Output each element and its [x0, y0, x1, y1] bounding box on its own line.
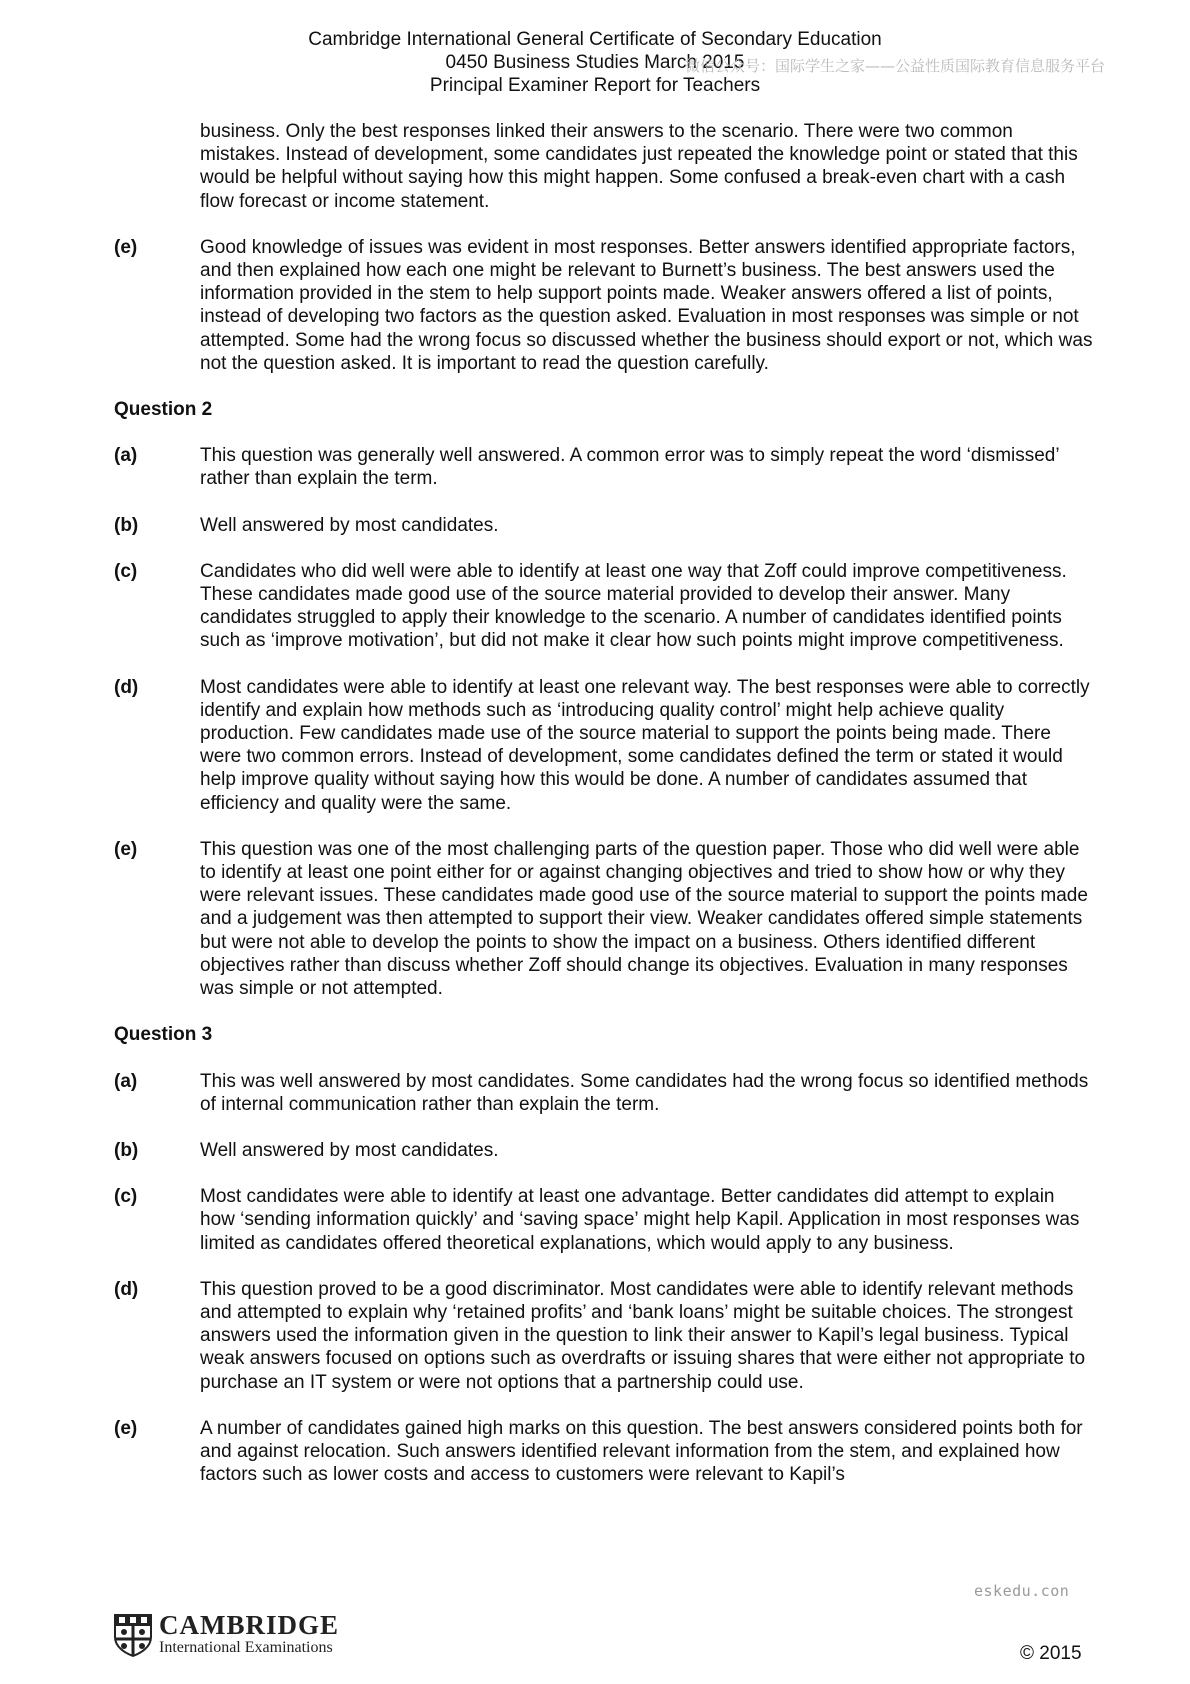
part-text: Candidates who did well were able to identify at least one way that Zoff could improve competitiveness. These candidates made good use of the source material provided to develop their answer. Many candidates struggled to apply their knowledge to the scenario. A number of candidates identified points such as ‘improve motivation’, but did not make it clear how such points might improve competitiveness. [200, 560, 1067, 652]
question-2-heading: Question 2 [114, 399, 213, 421]
q3-part-a [114, 1070, 1094, 1116]
part-label: (a) [114, 445, 138, 467]
watermark: 微信公众号：国际学生之家——公益性质国际教育信息服务平台 [685, 57, 1106, 75]
report-body [114, 120, 1094, 1509]
eskedu-watermark: eskedu.con [974, 1582, 1070, 1600]
q2-part-c [114, 560, 1094, 653]
part-text: Well answered by most candidates. [200, 1139, 499, 1161]
q3-part-b [114, 1139, 1094, 1162]
part-label: (a) [114, 1070, 138, 1092]
part-label: (c) [114, 560, 138, 582]
q2-part-e [114, 838, 1094, 1000]
header-line-1: Cambridge International General Certificate of Secondary Education [308, 29, 882, 50]
part-label: (b) [114, 1139, 139, 1161]
cambridge-shield-icon [113, 1613, 153, 1657]
part-label: (e) [114, 236, 138, 258]
part-label: (c) [114, 1186, 138, 1208]
cambridge-logo [113, 1612, 339, 1657]
q3-part-d [114, 1278, 1094, 1394]
q2-part-d [114, 676, 1094, 815]
header-line-3: Principal Examiner Report for Teachers [429, 75, 761, 96]
header-line-2: 0450 Business Studies March 2015 [445, 52, 745, 73]
part-text: Good knowledge of issues was evident in most responses. Better answers identified appropriate factors, and then explained how each one might be relevant to Burnett’s business. The best answers used the information provided in the stem to help support points made. Weaker answers offered a list of points, instead of developing two factors as the question asked. Evaluation in most responses was simple or not attempted. Some had the wrong focus so discussed whether the business should export or not, which was not the question asked. It is important to read the question carefully. [200, 236, 1093, 374]
part-text: This question proved to be a good discriminator. Most candidates were able to identify relevant methods and attempted to explain why ‘retained profits’ and ‘bank loans’ might be suitable choices. The strongest answers used the information given in the question to link their answer to Kapil’s legal business. Typical weak answers focused on options such as overdrafts or issuing shares that were either not appropriate to purchase an IT system or were not options that a partnership could use. [200, 1278, 1086, 1393]
part-text: Well answered by most candidates. [200, 514, 499, 536]
copyright: © 2015 [1020, 1643, 1082, 1664]
logo-wordmark: CAMBRIDGE [159, 1610, 340, 1640]
part-text: Most candidates were able to identify at least one relevant way. The best responses were able to correctly identify and explain how methods such as ‘introducing quality control’ might help achieve quality production. Few candidates made use of the source material to support the points being made. There were two common errors. Instead of development, some candidates defined the term or stated it would help improve quality without saying how this would be done. A number of candidates assumed that efficiency and quality were the same. [200, 676, 1090, 814]
part-label: (d) [114, 1278, 139, 1300]
part-text: This question was generally well answered. A common error was to simply repeat the word ‘dismissed’ rather than explain the term. [200, 445, 1059, 490]
q2-part-b [114, 514, 1094, 537]
q2-part-a [114, 444, 1094, 490]
part-label: (e) [114, 838, 138, 860]
part-text: A number of candidates gained high marks on this question. The best answers considered points both for and against relocation. Such answers identified relevant information from the stem, and explained how factors such as lower costs and access to customers were relevant to Kapil’s [200, 1417, 1083, 1486]
continuation-paragraph: business. Only the best responses linked their answers to the scenario. There were two common mistakes. Instead of development, some candidates just repeated the knowledge point or stated that this would be helpful without saying how this might happen. Some confused a break-even chart with a cash flow forecast or income statement. [200, 121, 1078, 212]
question-3-heading: Question 3 [114, 1024, 213, 1046]
logo-subtitle: International Examinations [159, 1639, 333, 1656]
part-text: This was well answered by most candidates. Some candidates had the wrong focus so identified methods of internal communication rather than explain the term. [200, 1070, 1089, 1115]
q3-part-e [114, 1417, 1094, 1487]
part-text: Most candidates were able to identify at least one advantage. Better candidates did attempt to explain how ‘sending information quickly’ and ‘saving space’ might help Kapil. Application in most responses was limited as candidates offered theoretical explanations, which would apply to any business. [200, 1186, 1080, 1254]
q1-part-e [114, 236, 1094, 375]
part-text: This question was one of the most challenging parts of the question paper. Those who did well were able to identify at least one point either for or against changing objectives and tried to show how or why they were relevant issues. These candidates made good use of the source material to support the points made and a judgement was then attempted to support their view. Weaker candidates offered simple statements but were not able to develop the points to show the impact on a business. Others identified different objectives rather than discuss whether Zoff should change its objectives. Evaluation in many responses was simple or not attempted. [200, 838, 1088, 1000]
part-label: (b) [114, 514, 139, 536]
q3-part-c [114, 1185, 1094, 1255]
part-label: (d) [114, 676, 139, 698]
part-label: (e) [114, 1417, 138, 1439]
